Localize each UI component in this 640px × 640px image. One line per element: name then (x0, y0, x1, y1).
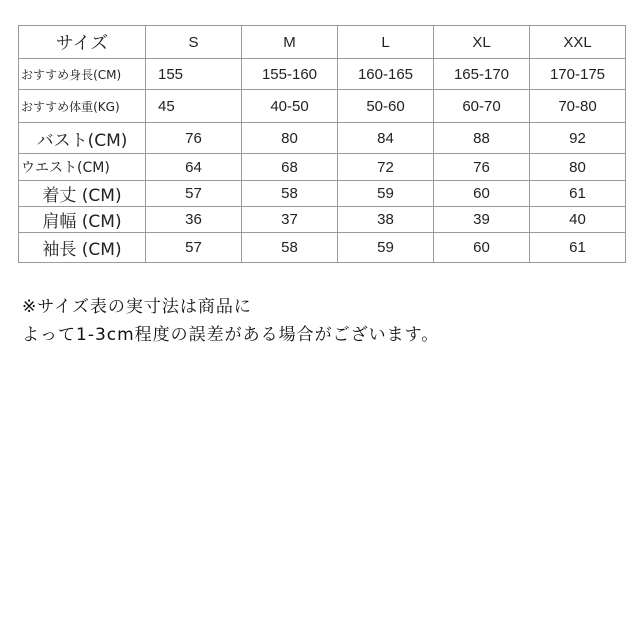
table-cell: 76 (434, 154, 530, 181)
row-recommended-weight (19, 90, 626, 123)
row-label: おすすめ体重(KG) (19, 90, 146, 123)
table-cell: 76 (146, 123, 242, 154)
table-cell: 40-50 (242, 90, 338, 123)
table-cell: 37 (242, 207, 338, 233)
header-size-xl: XL (434, 26, 530, 59)
table-cell: 60-70 (434, 90, 530, 123)
size-note-line-1: ※サイズ表の実寸法は商品に (22, 297, 252, 317)
header-size-xxl: XXL (530, 26, 626, 59)
table-cell: 60 (434, 233, 530, 263)
table-cell: 160-165 (338, 59, 434, 90)
table-cell: 36 (146, 207, 242, 233)
table-cell: 45 (146, 90, 242, 123)
row-sleeve (19, 233, 626, 263)
table-cell: 57 (146, 181, 242, 207)
row-length (19, 181, 626, 207)
row-label: 肩幅 (CM) (19, 207, 146, 233)
table-cell: 88 (434, 123, 530, 154)
table-cell: 58 (242, 233, 338, 263)
row-label: おすすめ身長(CM) (19, 59, 146, 90)
table-cell: 155 (146, 59, 242, 90)
table-cell: 58 (242, 181, 338, 207)
table-cell: 155-160 (242, 59, 338, 90)
row-recommended-height (19, 59, 626, 90)
table-cell: 40 (530, 207, 626, 233)
row-bust (19, 123, 626, 154)
table-cell: 70-80 (530, 90, 626, 123)
size-note-line-2: よって1-3cm程度の誤差がある場合がございます。 (22, 325, 440, 345)
row-label: バスト(CM) (19, 123, 146, 154)
row-label: 着丈 (CM) (19, 181, 146, 207)
header-size-m: M (242, 26, 338, 59)
table-cell: 39 (434, 207, 530, 233)
table-cell: 80 (530, 154, 626, 181)
header-size-label: サイズ (19, 26, 146, 59)
table-cell: 61 (530, 181, 626, 207)
table-cell: 165-170 (434, 59, 530, 90)
table-cell: 64 (146, 154, 242, 181)
table-cell: 57 (146, 233, 242, 263)
header-size-s: S (146, 26, 242, 59)
row-waist (19, 154, 626, 181)
table-cell: 59 (338, 181, 434, 207)
table-cell: 68 (242, 154, 338, 181)
table-cell: 72 (338, 154, 434, 181)
table-cell: 92 (530, 123, 626, 154)
table-cell: 170-175 (530, 59, 626, 90)
row-label: 袖長 (CM) (19, 233, 146, 263)
size-chart-table (18, 25, 626, 263)
row-shoulder (19, 207, 626, 233)
table-cell: 84 (338, 123, 434, 154)
table-cell: 38 (338, 207, 434, 233)
table-cell: 80 (242, 123, 338, 154)
table-cell: 60 (434, 181, 530, 207)
header-row (19, 26, 626, 59)
table-cell: 61 (530, 233, 626, 263)
header-size-l: L (338, 26, 434, 59)
row-label: ウエスト(CM) (19, 154, 146, 181)
table-cell: 50-60 (338, 90, 434, 123)
table-cell: 59 (338, 233, 434, 263)
